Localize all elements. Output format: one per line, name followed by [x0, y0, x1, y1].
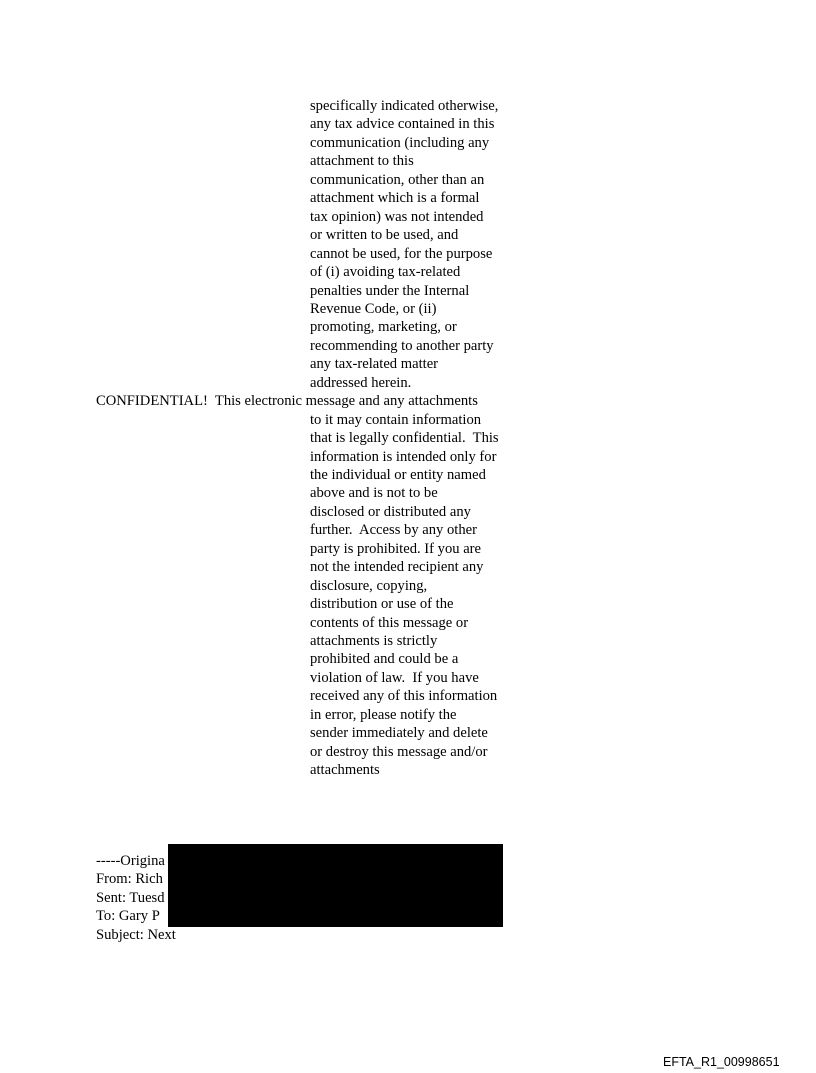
confidential-line: that is legally confidential. This: [310, 430, 499, 446]
tax-disclaimer-line: promoting, marketing, or: [310, 319, 457, 335]
email-header-sent-line: Sent: Tuesd: [96, 890, 165, 906]
tax-disclaimer-line: attachment to this: [310, 153, 414, 169]
tax-disclaimer-line: any tax-related matter: [310, 356, 439, 372]
confidential-line: violation of law. If you have: [310, 670, 479, 686]
document-id: EFTA_R1_00998651: [663, 1055, 780, 1069]
confidential-line: or destroy this message and/or: [310, 744, 488, 760]
email-header-subject-line: Subject: Next: [96, 927, 176, 943]
confidential-line: received any of this information: [310, 688, 498, 704]
confidential-line: information is intended only for: [310, 449, 497, 465]
confidential-line: distribution or use of the: [310, 596, 454, 612]
tax-disclaimer-line: attachment which is a formal: [310, 190, 480, 206]
email-header-to-line: To: Gary P: [96, 908, 160, 924]
confidential-line: sender immediately and delete: [310, 725, 488, 741]
tax-disclaimer-line: specifically indicated otherwise,: [310, 98, 499, 114]
confidential-line: disclosed or distributed any: [310, 504, 471, 520]
email-header-original-line: -----Origina: [96, 853, 165, 869]
confidential-line: disclosure, copying,: [310, 578, 428, 594]
confidential-heading-line: CONFIDENTIAL! This electronic message and any attachments: [96, 393, 478, 409]
tax-disclaimer-line: any tax advice contained in this: [310, 116, 495, 132]
tax-disclaimer-line: penalties under the Internal: [310, 283, 470, 299]
tax-disclaimer-line: or written to be used, and: [310, 227, 459, 243]
confidential-line: not the intended recipient any: [310, 559, 484, 575]
confidential-line: attachments: [310, 762, 380, 778]
tax-disclaimer-line: Revenue Code, or (ii): [310, 301, 437, 317]
confidential-line: the individual or entity named: [310, 467, 486, 483]
confidential-line: contents of this message or: [310, 615, 469, 631]
tax-disclaimer-line: recommending to another party: [310, 338, 494, 354]
tax-disclaimer-line: tax opinion) was not intended: [310, 209, 484, 225]
tax-disclaimer-line: cannot be used, for the purpose: [310, 246, 493, 262]
confidential-line: party is prohibited. If you are: [310, 541, 482, 557]
confidential-line: prohibited and could be a: [310, 651, 459, 667]
tax-disclaimer-line: communication (including any: [310, 135, 490, 151]
confidential-line: above and is not to be: [310, 485, 438, 501]
confidential-line: to it may contain information: [310, 412, 482, 428]
confidential-line: further. Access by any other: [310, 522, 477, 538]
redaction-box: [168, 844, 503, 927]
tax-disclaimer-line: addressed herein.: [310, 375, 412, 391]
tax-disclaimer-line: of (i) avoiding tax-related: [310, 264, 461, 280]
confidential-line: in error, please notify the: [310, 707, 457, 723]
tax-disclaimer-line: communication, other than an: [310, 172, 485, 188]
email-header-from-line: From: Rich: [96, 871, 163, 887]
confidential-line: attachments is strictly: [310, 633, 438, 649]
